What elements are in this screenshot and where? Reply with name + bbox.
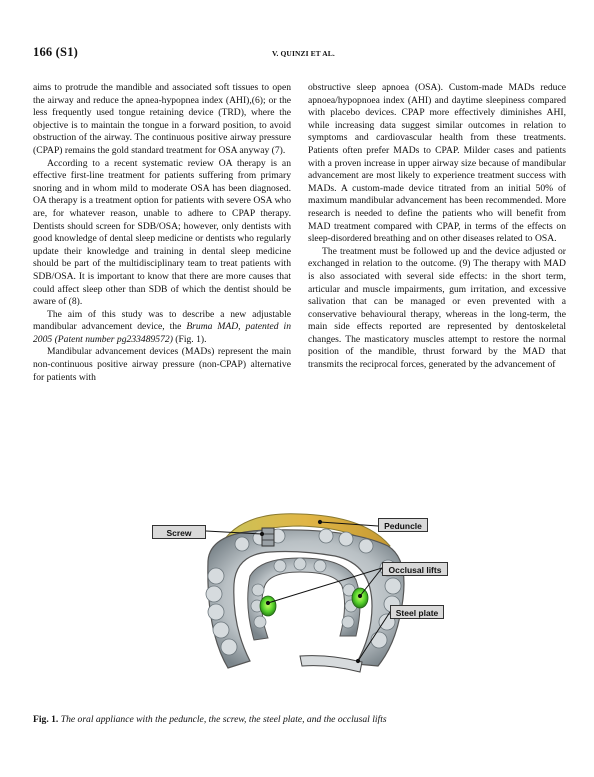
left-column [33, 82, 291, 384]
right-column [308, 82, 566, 372]
page-number: 166 (S1) [33, 45, 79, 59]
label-screw: Screw [152, 525, 206, 539]
left-paragraph-3-italic: Bruma MAD, patented in 2005 (Patent number pg233489572) [33, 321, 291, 345]
caption-text: The oral appliance with the peduncle, the screw, the steel plate, and the occlusal lifts [60, 714, 387, 725]
screw [262, 528, 274, 546]
right-paragraph-2: The treatment must be followed up and the device adjusted or exchanged in relation to the outcome. (9) The therapy with MAD is also associated with several side effects: in the short term, articular and muscle impairments, gum irritation, and excessive salivation that can be managed or even prevented with a conservative behavioural therapy, whereas in the long-term, the main side effects reported are represented by dentoskeletal changes. The masticatory muscles attempt to restore the normal position of the mandible, thrust forward by the MAD that transmits the reciprocal forces, generated by the advancement of [308, 245, 566, 371]
steel-plate [300, 656, 362, 672]
left-paragraph-1: aims to protrude the mandible and associated soft tissues to open the airway and reduce the apnea-hypopnea index (AHI),(6); or the less frequently used tongue retaining device (TRD), where the objective is to maintain the tongue in a forward position, to avoid obstruction of the airway. The continuous positive airway pressure (CPAP) remains the gold standard treatment for OSA anyway (7). [33, 82, 291, 156]
figure-1 [150, 506, 456, 691]
left-paragraph-3-start: The aim of this study was to describe a new adjustable mandibular advancement device, the [33, 308, 291, 333]
right-paragraph-1: obstructive sleep apnoea (OSA). Custom-made MADs reduce apnoea/hypopnoea index (AHI) and daytime sleepiness compared with placebo devices. CPAP more effectively diminishes AHI, while increasing data suggest similar outcomes in relation to symptoms and cardiovascular health from these treatments. Patients often prefer MADs to CPAP. Milder cases and patients with a proven increase in upper airway size because of mandibular advancement are most likely to experience treatment success with MADs. A custom-made device titrated from an initial 50% of maximum mandibular advancement has been recommended. More research is needed to define the patients who will benefit from MAD treatment compared with CPAP, in terms of the effects on sleep-disordered breathing and on other diseases related to OSA. [308, 82, 566, 245]
left-paragraph-3-end: (Fig. 1). [172, 333, 207, 345]
label-occlusal-lifts: Occlusal lifts [382, 562, 448, 576]
figure-caption [33, 714, 573, 726]
label-steel-plate: Steel plate [390, 605, 444, 619]
left-paragraph-3 [33, 309, 291, 347]
running-title: V. QUINZI ET AL. [272, 49, 335, 58]
left-paragraph-4: Mandibular advancement devices (MADs) represent the main non-continuous positive airway pressure (non-CPAP) alternative for patients with [33, 346, 291, 383]
occlusal-lift-left [260, 596, 276, 616]
left-paragraph-2: According to a recent systematic review OA therapy is an effective first-line treatment for patients suffering from primary snoring and in whom mild to moderate OSA has been diagnosed. OA therapy is a treatment option for patients with severe OSA who are, for whatever reason, unable to adhere to CPAP therapy. Dentists should screen for SDB/OSA; however, only dentists with good knowledge of dental sleep medicine or dentists who regularly update their knowledge and training in dental sleep medicine should be part of the multidisciplinary team to treat patients with SDB/OSA. It is important to know that there are more causes that could affect sleep other than SDB of which the dentist should be aware of (8). [33, 157, 291, 308]
label-peduncle: Peduncle [378, 518, 428, 532]
caption-label: Fig. 1. [33, 714, 59, 725]
